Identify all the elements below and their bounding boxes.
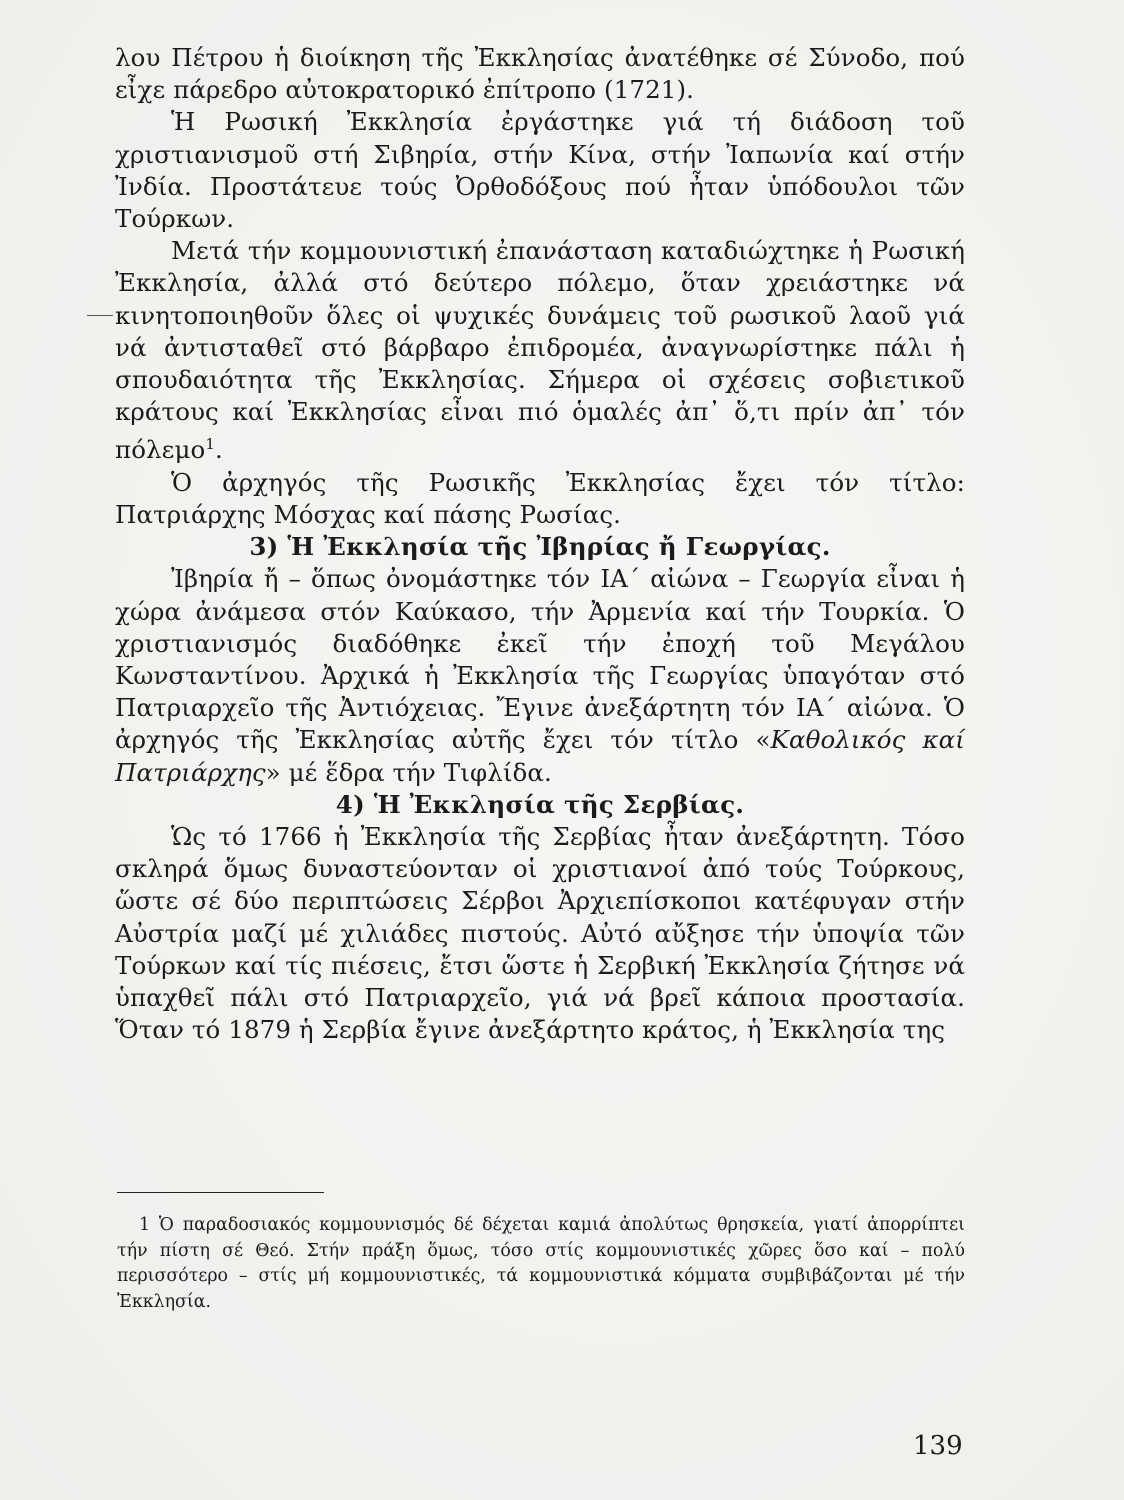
- footnote-text: 1 Ὁ παραδοσιακός κομμουνισμός δέ δέχεται καμιά ἀπολύτως θρησκεία, γιατί ἀπορρίπτει τήν πίστη σέ Θεό. Στήν πράξη ὅμως, τόσο στίς κομμουνιστικές χῶρες ὅσο καί – πολύ περισσότερο – στίς μή κομμουνιστικές, τά κομμουνιστικά κόμματα συμβιβάζονται μέ τήν Ἐκκλησία.: [117, 1215, 965, 1312]
- paragraph: Ὁ ἀρχηγός τῆς Ρωσικῆς Ἐκκλησίας ἔχει τόν τίτλο: Πατριάρχης Μόσχας καί πάσης Ρωσίας.: [115, 467, 965, 529]
- footnote: [117, 1213, 965, 1315]
- footnote-marker: 1: [205, 435, 216, 454]
- footnote-rule: [117, 1192, 324, 1193]
- paragraph: Μετά τήν κομμουνιστική ἐπανάσταση καταδιώχτηκε ἡ Ρωσική Ἐκκλησία, ἀλλά στό δεύτερο πόλεμο, ὅταν χρειάστηκε νά κινητοποιηθοῦν ὅλες οἱ ψυχικές δυνάμεις τοῦ ρωσικοῦ λαοῦ γιά νά ἀντισταθεῖ στό βάρβαρο ἐπιδρομέα, ἀναγνωρίστηκε πάλι ἡ σπουδαιότητα τῆς Ἐκκλησίας. Σήμερα οἱ σχέσεις σοβιετικοῦ κράτους καί Ἐκκλησίας εἶναι πιό ὁμαλές ἀπ᾽ ὅ,τι πρίν ἀπ᾽ τόν πόλεμο$^1$.: [115, 236, 965, 465]
- paragraph: Ἰβηρία ἤ – ὅπως ὀνομάστηκε τόν ΙΑ΄ αἰώνα – Γεωργία εἶναι ἡ χώρα ἀνάμεσα στόν Καύκασο, τήν Ἀρμενία καί τήν Τουρκία. Ὁ χριστιανισμός διαδόθηκε ἐκεῖ τήν ἐποχή τοῦ Μεγάλου Κωνσταντίνου. Ἀρχικά ἡ Ἐκκλησία τῆς Γεωργίας ὑπαγόταν στό Πατριαρχεῖο τῆς Ἀντιόχειας. Ἔγινε ἀνεξάρτητη τόν ΙΑ΄ αἰώνα. Ὁ ἀρχηγός τῆς Ἐκκλησίας αὐτῆς ἔχει τόν τίτλο «Καθολικός καί Πατριάρχης» μέ ἕδρα τήν Τιφλίδα.: [115, 564, 965, 787]
- section-heading: 4) Ἡ Ἐκκλησία τῆς Σερβίας.: [335, 789, 745, 819]
- page-number: 139: [913, 1431, 963, 1461]
- paragraph: Ὡς τό 1766 ἡ Ἐκκλησία τῆς Σερβίας ἦταν ἀνεξάρτητη. Τόσο σκληρά ὅμως δυναστεύονταν οἱ χριστιανοί ἀπό τούς Τούρκους, ὥστε σέ δύο περιπτώσεις Σέρβοι Ἀρχιεπίσκοποι κατέφυγαν στήν Αὐστρία μαζί μέ χιλιάδες πιστούς. Αὐτό αὔξησε τήν ὑποψία τῶν Τούρκων καί τίς πιέσεις, ἔτσι ὥστε ἡ Σερβική Ἐκκλησία ζήτησε νά ὑπαχθεῖ πάλι στό Πατριαρχεῖο, γιά νά βρεῖ κάποια προστασία. Ὅταν τό 1879 ἡ Σερβία ἔγινε ἀνεξάρτητο κράτος, ἡ Ἐκκλησία της: [115, 822, 965, 1045]
- paragraph: Ἡ Ρωσική Ἐκκλησία ἐργάστηκε γιά τή διάδοση τοῦ χριστιανισμοῦ στή Σιβηρία, στήν Κίνα, στήν Ἰαπωνία καί στήν Ἰνδία. Προστάτευε τούς Ὀρθοδόξους πού ἦταν ὑπόδουλοι τῶν Τούρκων.: [115, 107, 965, 234]
- main-text: [115, 42, 965, 1046]
- italic-title: Καθολικός καί Πατριάρχης: [115, 725, 965, 787]
- margin-pencil-mark: [87, 315, 113, 316]
- paragraph: λου Πέτρου ἡ διοίκηση τῆς Ἐκκλησίας ἀνατέθηκε σέ Σύνοδο, πού εἶχε πάρεδρο αὐτοκρατορικό ἐπίτροπο (1721).: [115, 43, 965, 105]
- section-heading: 3) Ἡ Ἐκκλησία τῆς Ἰβηρίας ἤ Γεωργίας.: [249, 532, 831, 562]
